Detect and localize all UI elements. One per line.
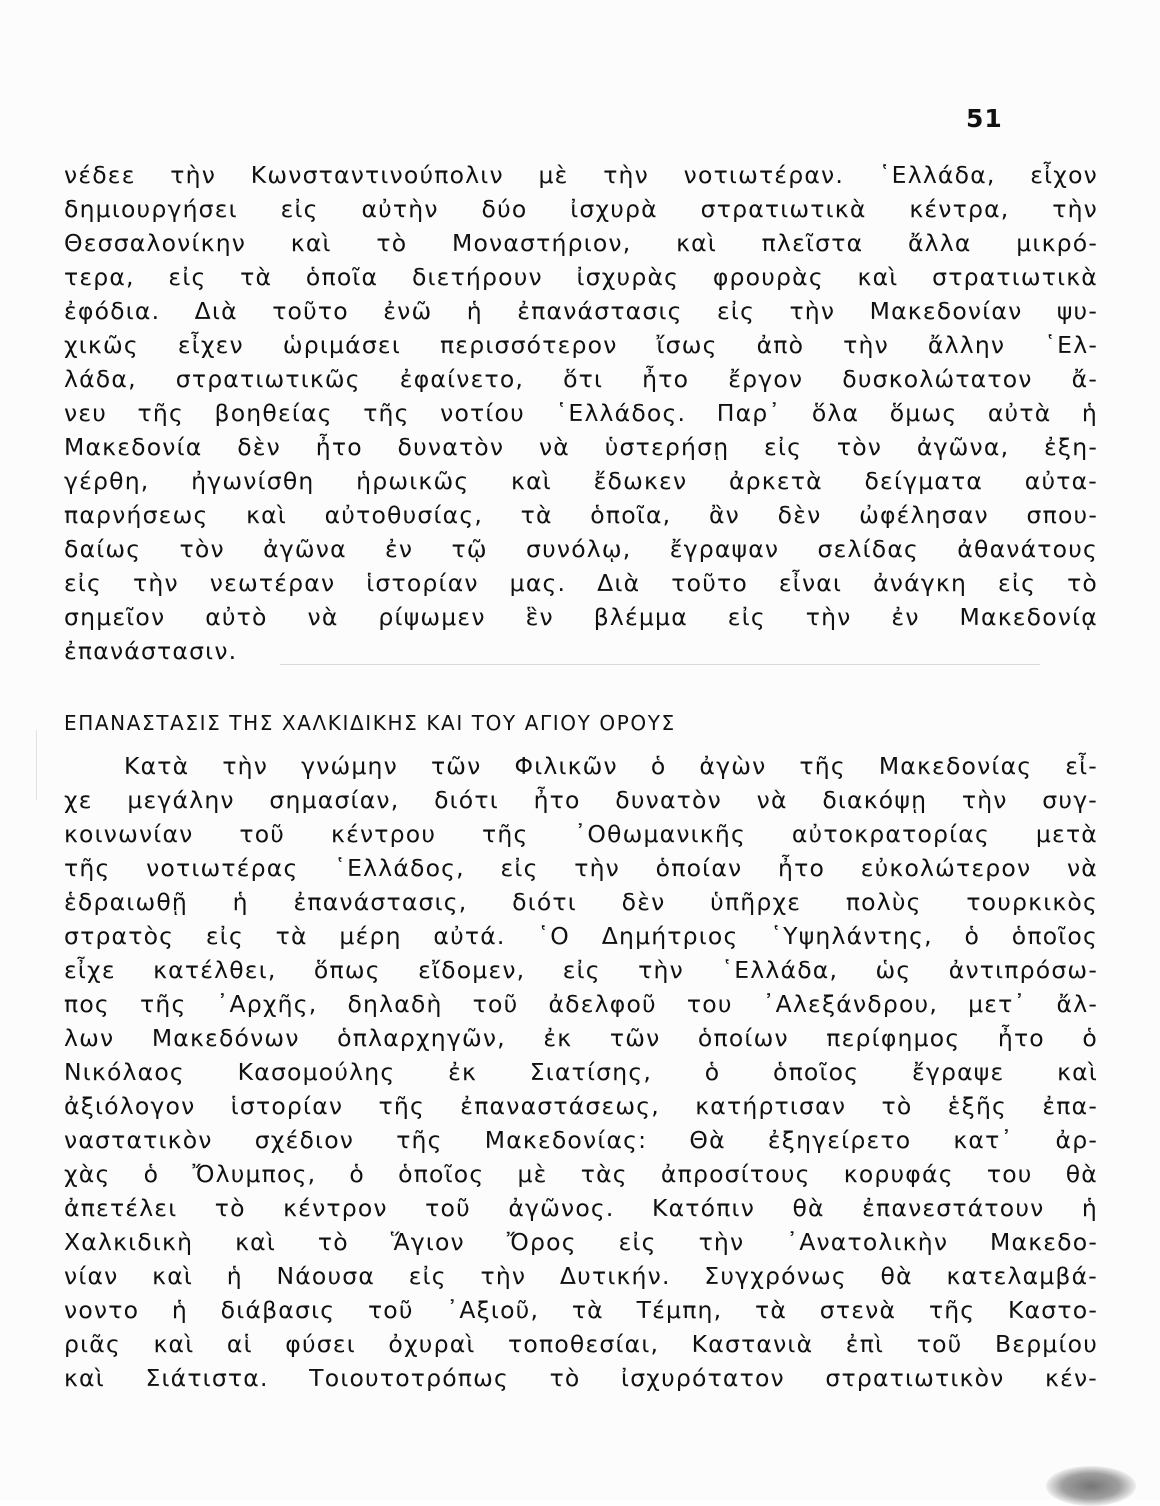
text-line: σημεῖον αὐτὸ νὰ ρίψωμεν ἓν βλέμμα εἰς τὴν ἐν Μακεδονίᾳ [64, 603, 1098, 631]
text-line: δαίως τὸν ἀγῶνα ἐν τῷ συνόλῳ, ἔγραψαν σελίδας ἀθανάτους [64, 535, 1098, 563]
ink-smudge [1046, 1466, 1136, 1506]
text-line: ριᾶς καὶ αἱ φύσει ὀχυραὶ τοποθεσίαι, Καστανιὰ ἐπὶ τοῦ Βερμίου [64, 1330, 1098, 1358]
text-line: ναστατικὸν σχέδιον τῆς Μακεδονίας: Θὰ ἐξηγείρετο κατ᾽ ἀρ- [64, 1126, 1098, 1154]
text-line: παρνήσεως καὶ αὐτοθυσίας, τὰ ὁποῖα, ἂν δὲν ὠφέλησαν σπου- [64, 501, 1098, 529]
text-line: νευ τῆς βοηθείας τῆς νοτίου ῾Ελλάδος. Παρ᾽ ὅλα ὅμως αὐτὰ ἡ [64, 399, 1098, 427]
text-line: Χαλκιδικὴ καὶ τὸ Ἅγιον Ὄρος εἰς τὴν ᾿Ανατολικὴν Μακεδο- [64, 1228, 1098, 1256]
text-line: Κατὰ τὴν γνώμην τῶν Φιλικῶν ὁ ἀγὼν τῆς Μακεδονίας εἶ- [124, 752, 1098, 780]
text-line: εἰς τὴν νεωτέραν ἱστορίαν μας. Διὰ τοῦτο εἶναι ἀνάγκη εἰς τὸ [64, 569, 1098, 597]
text-line: ἐπανάστασιν. [64, 637, 238, 665]
text-line: ἀξιόλογον ἱστορίαν τῆς ἐπαναστάσεως, κατήρτισαν τὸ ἑξῆς ἐπα- [64, 1092, 1098, 1120]
page-number: 51 [966, 104, 1003, 133]
text-line: Μακεδονία δὲν ἦτο δυνατὸν νὰ ὑστερήσῃ εἰς τὸν ἀγῶνα, ἐξη- [64, 433, 1098, 461]
text-line: χὰς ὁ Ὄλυμπος, ὁ ὁποῖος μὲ τὰς ἀπροσίτους κορυφάς του θὰ [64, 1160, 1098, 1188]
text-line: ἀπετέλει τὸ κέντρον τοῦ ἀγῶνος. Κατόπιν θὰ ἐπανεστάτουν ἡ [64, 1194, 1098, 1222]
text-line: χε μεγάλην σημασίαν, διότι ἦτο δυνατὸν νὰ διακόψῃ τὴν συγ- [64, 786, 1098, 814]
paragraph-2 [64, 749, 1098, 1395]
text-line: δημιουργήσει εἰς αὐτὴν δύο ἰσχυρὰ στρατιωτικὰ κέντρα, τὴν [64, 195, 1098, 223]
text-line: ἐφόδια. Διὰ τοῦτο ἐνῶ ἡ ἐπανάστασις εἰς τὴν Μακεδονίαν ψυ- [64, 297, 1098, 325]
text-line: Νικόλαος Κασομούλης ἐκ Σιατίσης, ὁ ὁποῖος ἔγραψε καὶ [64, 1058, 1098, 1086]
text-line: καὶ Σιάτιστα. Τοιουτοτρόπως τὸ ἰσχυρότατον στρατιωτικὸν κέν- [64, 1364, 1098, 1392]
text-line: λων Μακεδόνων ὁπλαρχηγῶν, ἐκ τῶν ὁποίων περίφημος ἦτο ὁ [64, 1024, 1098, 1052]
text-line: στρατὸς εἰς τὰ μέρη αὐτά. ῾Ο Δημήτριος ῾Υψηλάντης, ὁ ὁποῖος [64, 922, 1098, 950]
text-line: ἑδραιωθῇ ἡ ἐπανάστασις, διότι δὲν ὑπῆρχε πολὺς τουρκικὸς [64, 888, 1098, 916]
text-line: πος τῆς ᾿Αρχῆς, δηλαδὴ τοῦ ἀδελφοῦ του ᾿Αλεξάνδρου, μετ᾽ ἄλ- [64, 990, 1098, 1018]
section-heading: ΕΠΑΝΑΣΤΑΣΙΣ ΤΗΣ ΧΑΛΚΙΔΙΚΗΣ ΚΑΙ ΤΟΥ ΑΓΙΟΥ ΟΡΟΥΣ [64, 711, 676, 735]
text-line: γέρθη, ἠγωνίσθη ἡρωικῶς καὶ ἔδωκεν ἀρκετὰ δείγματα αὐτα- [64, 467, 1098, 495]
text-line: εἶχε κατέλθει, ὅπως εἴδομεν, εἰς τὴν ῾Ελλάδα, ὡς ἀντιπρόσω- [64, 956, 1098, 984]
text-line: Θεσσαλονίκην καὶ τὸ Μοναστήριον, καὶ πλεῖστα ἄλλα μικρό- [64, 229, 1098, 257]
text-line: νοντο ἡ διάβασις τοῦ ᾿Αξιοῦ, τὰ Τέμπη, τὰ στενὰ τῆς Καστο- [64, 1296, 1098, 1324]
paragraph-1 [64, 158, 1098, 668]
faint-rule [280, 664, 1040, 665]
text-line: χικῶς εἶχεν ὡριμάσει περισσότερον ἴσως ἀπὸ τὴν ἄλλην ῾Ελ- [64, 331, 1098, 359]
margin-mark [36, 730, 37, 800]
text-line: λάδα, στρατιωτικῶς ἐφαίνετο, ὅτι ἦτο ἔργον δυσκολώτατον ἄ- [64, 365, 1098, 393]
text-line: νέδεε τὴν Κωνσταντινούπολιν μὲ τὴν νοτιωτέραν. ῾Ελλάδα, εἶχον [64, 161, 1098, 189]
text-line: τερα, εἰς τὰ ὁποῖα διετήρουν ἰσχυρὰς φρουρὰς καὶ στρατιωτικὰ [64, 263, 1098, 291]
text-line: κοινωνίαν τοῦ κέντρου τῆς ᾿Οθωμανικῆς αὐτοκρατορίας μετὰ [64, 820, 1098, 848]
text-line: νίαν καὶ ἡ Νάουσα εἰς τὴν Δυτικήν. Συγχρόνως θὰ κατελαμβά- [64, 1262, 1098, 1290]
text-line: τῆς νοτιωτέρας ῾Ελλάδος, εἰς τὴν ὁποίαν ἦτο εὐκολώτερον νὰ [64, 854, 1098, 882]
